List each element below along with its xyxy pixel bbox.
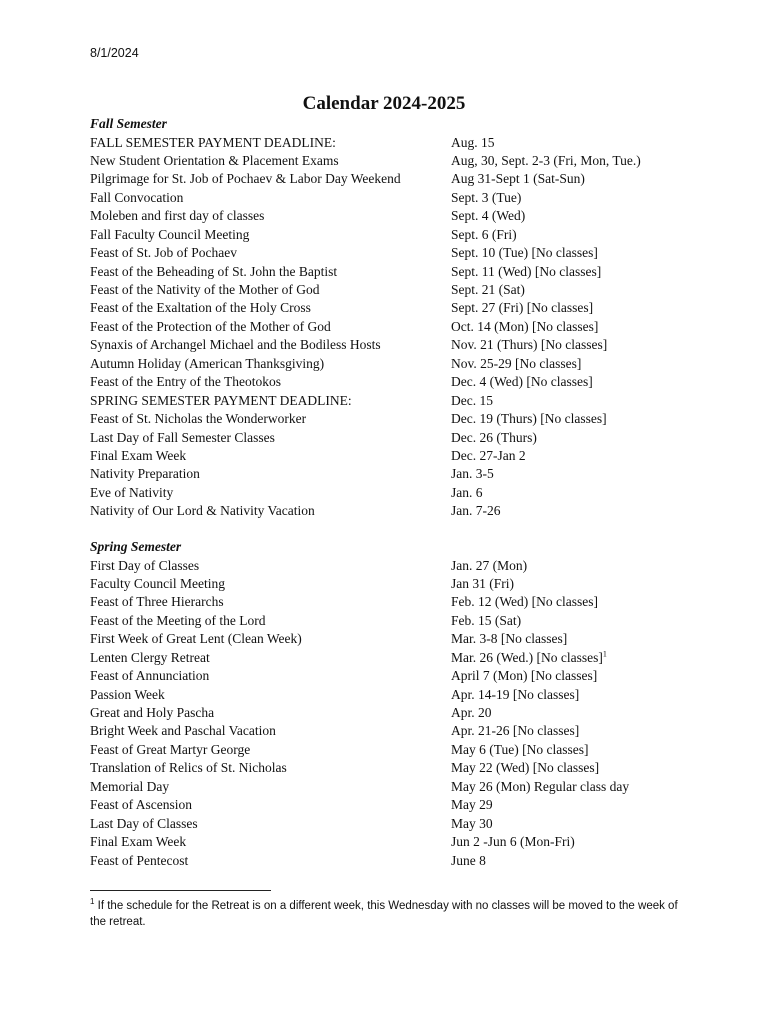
event-name: Feast of Pentecost xyxy=(90,852,189,868)
event-date-text: Dec. 26 (Thurs) xyxy=(451,429,537,445)
event-name: Feast of the Nativity of the Mother of God xyxy=(90,282,320,297)
event-date-text: Feb. 12 (Wed) [No classes] xyxy=(451,594,598,610)
event-name: Feast of Ascension xyxy=(90,797,192,813)
calendar-row xyxy=(90,281,690,299)
event-date-text: Sept. 4 (Wed) xyxy=(451,208,526,224)
event-date xyxy=(451,778,629,796)
event-date-text: Nov. 25-29 [No classes] xyxy=(451,355,582,371)
calendar-row xyxy=(90,722,690,740)
event-date-text: Mar. 3-8 [No classes] xyxy=(451,631,568,647)
event-date xyxy=(451,134,495,152)
event-name: Feast of St. Job of Pochaev xyxy=(90,245,237,261)
event-date xyxy=(451,704,492,722)
event-name: Passion Week xyxy=(90,686,165,702)
event-name: Feast of Annunciation xyxy=(90,668,210,684)
calendar-row xyxy=(90,392,690,410)
event-date-text: Aug, 30, Sept. 2-3 (Fri, Mon, Tue.) xyxy=(451,152,641,168)
event-date-text: Jan. 7-26 xyxy=(451,503,501,519)
calendar-row xyxy=(90,686,690,704)
calendar-row xyxy=(90,778,690,796)
event-name: Autumn Holiday (American Thanksgiving) xyxy=(90,355,325,371)
event-date xyxy=(451,318,598,336)
event-date-text: Jan 31 (Fri) xyxy=(451,575,514,591)
event-name: Eve of Nativity xyxy=(90,484,174,500)
calendar-row xyxy=(90,410,690,428)
event-date xyxy=(451,244,598,262)
event-date-text: May 30 xyxy=(451,815,493,831)
event-date-text: Sept. 11 (Wed) [No classes] xyxy=(451,263,602,279)
event-date xyxy=(451,759,599,777)
calendar-row xyxy=(90,226,690,244)
event-date-text: Nov. 21 (Thurs) [No classes] xyxy=(451,337,608,353)
calendar-row xyxy=(90,667,690,685)
event-date-text: Apr. 14-19 [No classes] xyxy=(451,686,580,702)
event-date-text: May 22 (Wed) [No classes] xyxy=(451,760,600,776)
event-date-text: May 6 (Tue) [No classes] xyxy=(451,741,589,757)
event-date xyxy=(451,207,525,225)
event-date-text: Jan. 6 xyxy=(451,484,483,500)
event-date-text: May 29 xyxy=(451,797,493,813)
event-date-text: Dec. 4 (Wed) [No classes] xyxy=(451,374,593,390)
calendar-row xyxy=(90,502,690,520)
fall-semester-rows xyxy=(90,134,690,521)
calendar-row xyxy=(90,170,690,188)
event-name: Feast of the Entry of the Theotokos xyxy=(90,374,281,390)
fall-semester-heading: Fall Semester xyxy=(90,116,167,131)
event-date-text: Jan. 27 (Mon) xyxy=(451,557,528,573)
event-date-text: Dec. 27-Jan 2 xyxy=(451,447,526,463)
event-name: Feast of the Exaltation of the Holy Cross xyxy=(90,300,311,316)
event-date xyxy=(451,392,493,410)
calendar-row xyxy=(90,630,690,648)
event-name: Final Exam Week xyxy=(90,834,187,850)
event-date xyxy=(451,373,593,391)
event-name: SPRING SEMESTER PAYMENT DEADLINE: xyxy=(90,392,352,408)
event-date xyxy=(451,189,521,207)
calendar-row xyxy=(90,575,690,593)
event-name: Feast of the Meeting of the Lord xyxy=(90,612,266,628)
event-name: Feast of St. Nicholas the Wonderworker xyxy=(90,411,307,427)
event-date xyxy=(451,630,567,648)
event-name: Fall Faculty Council Meeting xyxy=(90,226,250,242)
event-name: Moleben and first day of classes xyxy=(90,208,265,224)
footnote-rule xyxy=(90,890,271,891)
event-date xyxy=(451,612,521,630)
calendar-row xyxy=(90,649,690,667)
footnote xyxy=(90,899,680,930)
calendar-row xyxy=(90,741,690,759)
spring-semester-heading: Spring Semester xyxy=(90,539,182,554)
calendar-row xyxy=(90,447,690,465)
calendar-row xyxy=(90,612,690,630)
footnote-text: If the schedule for the Retreat is on a different week, this Wednesday with no classes will be moved to the week of the retreat. xyxy=(90,900,678,928)
event-date-text: Sept. 21 (Sat) xyxy=(451,282,525,297)
event-date xyxy=(451,741,588,759)
calendar-row xyxy=(90,134,690,152)
event-date xyxy=(451,649,607,667)
event-date xyxy=(451,852,486,870)
event-date-text: Mar. 26 (Wed.) [No classes] xyxy=(451,649,603,665)
event-date xyxy=(451,355,581,373)
event-name: First Day of Classes xyxy=(90,557,200,573)
event-name: Feast of the Beheading of St. John the Baptist xyxy=(90,263,338,279)
event-date xyxy=(451,502,501,520)
event-date-text: Jan. 3-5 xyxy=(451,466,494,482)
event-date xyxy=(451,226,517,244)
calendar-row xyxy=(90,152,690,170)
event-name: Last Day of Classes xyxy=(90,815,198,831)
calendar-row xyxy=(90,557,690,575)
event-date-text: Apr. 21-26 [No classes] xyxy=(451,723,580,739)
event-date-text: Sept. 6 (Fri) xyxy=(451,226,517,242)
event-date-text: Aug 31-Sept 1 (Sat-Sun) xyxy=(451,171,585,187)
calendar-row xyxy=(90,593,690,611)
event-date xyxy=(451,722,579,740)
event-date-text: June 8 xyxy=(451,852,486,868)
calendar-row xyxy=(90,355,690,373)
event-date xyxy=(451,833,575,851)
event-date xyxy=(451,410,607,428)
page-title: Calendar 2024-2025 xyxy=(302,93,466,114)
event-name: FALL SEMESTER PAYMENT DEADLINE: xyxy=(90,134,336,150)
event-name: Lenten Clergy Retreat xyxy=(90,649,210,665)
event-name: Nativity of Our Lord & Nativity Vacation xyxy=(90,503,315,519)
event-date xyxy=(451,465,494,483)
event-name: Feast of the Protection of the Mother of God xyxy=(90,318,331,334)
calendar-row xyxy=(90,299,690,317)
event-date xyxy=(451,263,601,281)
calendar-row xyxy=(90,796,690,814)
fall-semester-section xyxy=(90,115,690,521)
calendar-row xyxy=(90,318,690,336)
date-stamp: 8/1/2024 xyxy=(90,46,139,60)
event-date xyxy=(451,686,579,704)
event-date-text: Oct. 14 (Mon) [No classes] xyxy=(451,318,599,334)
event-date xyxy=(451,170,585,188)
event-name: Great and Holy Pascha xyxy=(90,705,215,720)
event-date-text: Dec. 15 xyxy=(451,392,493,408)
calendar-row xyxy=(90,207,690,225)
calendar-row xyxy=(90,815,690,833)
event-name: Fall Convocation xyxy=(90,189,184,205)
event-name: Final Exam Week xyxy=(90,447,187,463)
event-date xyxy=(451,557,527,575)
event-date-text: Apr. 20 xyxy=(451,705,492,720)
calendar-row xyxy=(90,833,690,851)
calendar-row xyxy=(90,465,690,483)
event-date xyxy=(451,484,483,502)
event-date-text: Jun 2 -Jun 6 (Mon-Fri) xyxy=(451,834,575,850)
event-name: Nativity Preparation xyxy=(90,466,200,482)
event-date xyxy=(451,281,525,299)
event-name: Feast of Three Hierarchs xyxy=(90,594,224,610)
event-date xyxy=(451,152,641,170)
event-date-text: May 26 (Mon) Regular class day xyxy=(451,778,630,794)
event-date xyxy=(451,336,607,354)
event-date-text: Aug. 15 xyxy=(451,134,495,150)
event-name: Last Day of Fall Semester Classes xyxy=(90,429,275,445)
calendar-row xyxy=(90,336,690,354)
event-name: Synaxis of Archangel Michael and the Bodiless Hosts xyxy=(90,337,381,353)
calendar-row xyxy=(90,189,690,207)
event-name: Feast of Great Martyr George xyxy=(90,741,251,757)
event-date xyxy=(451,815,493,833)
event-date xyxy=(451,429,537,447)
calendar-row xyxy=(90,244,690,262)
calendar-row xyxy=(90,373,690,391)
spring-semester-rows xyxy=(90,557,690,870)
event-name: Memorial Day xyxy=(90,778,170,794)
event-name: Bright Week and Paschal Vacation xyxy=(90,723,276,739)
event-date xyxy=(451,299,593,317)
event-date xyxy=(451,593,598,611)
event-date-text: Feb. 15 (Sat) xyxy=(451,612,522,628)
event-date xyxy=(451,575,514,593)
event-name: New Student Orientation & Placement Exams xyxy=(90,152,339,168)
event-date xyxy=(451,667,597,685)
event-date-text: Sept. 27 (Fri) [No classes] xyxy=(451,300,594,316)
event-name: Faculty Council Meeting xyxy=(90,575,225,591)
event-date-text: Dec. 19 (Thurs) [No classes] xyxy=(451,411,607,427)
spring-semester-section xyxy=(90,538,690,870)
event-name: First Week of Great Lent (Clean Week) xyxy=(90,631,302,647)
calendar-row xyxy=(90,484,690,502)
calendar-row xyxy=(90,852,690,870)
event-date-text: Sept. 3 (Tue) xyxy=(451,189,522,205)
footnote-number: 1 xyxy=(90,897,95,907)
event-name: Pilgrimage for St. Job of Pochaev & Labor Day Weekend xyxy=(90,171,401,187)
event-name: Translation of Relics of St. Nicholas xyxy=(90,760,287,776)
event-date-text: Sept. 10 (Tue) [No classes] xyxy=(451,245,598,261)
event-date xyxy=(451,447,526,465)
footnote-reference[interactable]: 1 xyxy=(602,649,607,659)
event-date-text: April 7 (Mon) [No classes] xyxy=(451,668,598,684)
calendar-row xyxy=(90,429,690,447)
calendar-row xyxy=(90,704,690,722)
event-date xyxy=(451,796,493,814)
calendar-row xyxy=(90,263,690,281)
calendar-row xyxy=(90,759,690,777)
